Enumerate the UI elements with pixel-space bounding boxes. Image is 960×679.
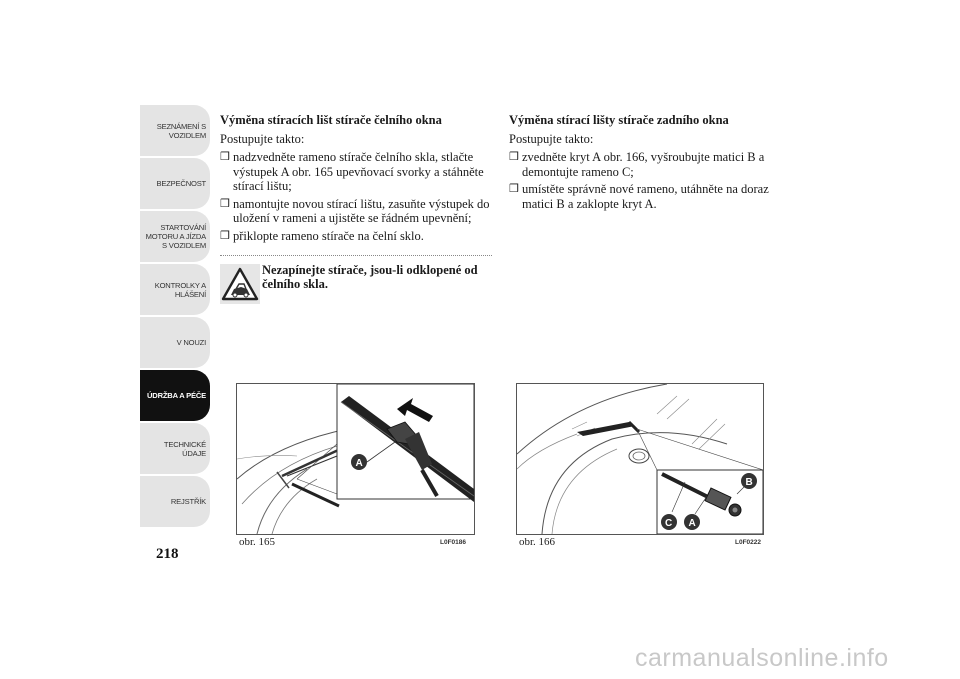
list-item (509, 150, 779, 179)
tab-v-nouzi[interactable] (140, 317, 210, 368)
figure-165-windshield-wiper (236, 383, 475, 535)
checkbox-bullet-icon: ❒ (509, 183, 519, 195)
label-A: A (688, 518, 696, 529)
tab-label: STARTOVÁNÍ MOTORU A JÍZDA S VOZIDLEM (145, 223, 206, 250)
list-item (220, 229, 495, 244)
tab-kontrolky[interactable] (140, 264, 210, 315)
figure-caption: obr. 165 (239, 536, 276, 548)
label-B: B (745, 477, 753, 488)
intro-text: Postupujte takto: (509, 131, 594, 146)
label-C: C (665, 518, 673, 529)
tab-technicke[interactable] (140, 423, 210, 474)
page-number: 218 (156, 546, 179, 562)
right-column (509, 113, 779, 214)
checkbox-bullet-icon: ❒ (220, 229, 230, 242)
tab-udrzba-active[interactable] (140, 370, 210, 421)
checkbox-bullet-icon: ❒ (509, 151, 519, 163)
warning-divider (220, 255, 492, 256)
warning-triangle-icon (220, 264, 260, 304)
section-heading: Výměna stíracích lišt stírače čelního okna (220, 113, 442, 127)
tab-seznameni[interactable] (140, 105, 210, 156)
list-item-text: zvedněte kryt A obr. 166, vyšroubujte matici B a demontujte rameno C; (522, 150, 765, 179)
checkbox-bullet-icon: ❒ (220, 151, 230, 163)
tab-rejstrik[interactable] (140, 476, 210, 527)
figure-166-rear-wiper (516, 383, 764, 535)
figure-code: L0F0186 (440, 539, 467, 546)
section-heading: Výměna stírací lišty stírače zadního okna (509, 113, 729, 127)
list-item (220, 197, 495, 226)
tab-label: V NOUZI (176, 338, 206, 347)
intro-text: Postupujte takto: (220, 131, 305, 146)
tab-label: BEZPEČNOST (156, 179, 206, 188)
list-item-text: nadzvedněte rameno stírače čelního skla, stlačte výstupek A obr. 165 upevňovací svorky a stáhněte stírací lištu; (233, 150, 484, 193)
warning-box (220, 262, 492, 310)
figure-code: L0F0222 (735, 539, 762, 546)
tab-bezpecnost[interactable] (140, 158, 210, 209)
list-item (220, 150, 495, 194)
tab-label: TECHNICKÉ ÚDAJE (163, 439, 206, 458)
list-item-text: namontujte novou stírací lištu, zasuňte výstupek do uložení v rameni a ujistěte se řádném upevnění; (233, 196, 490, 225)
tab-label: SEZNÁMENÍ S VOZIDLEM (156, 121, 206, 140)
list-item-text: přiklopte rameno stírače na čelní sklo. (233, 228, 424, 243)
tab-label: ÚDRŽBA A PÉČE (147, 391, 206, 400)
tab-label: KONTROLKY A HLÁŠENÍ (154, 280, 206, 299)
list-item (509, 182, 779, 211)
list-item-text: umístěte správně nové rameno, utáhněte na doraz matici B a zaklopte kryt A. (522, 182, 769, 211)
label-A: A (355, 458, 363, 469)
chapter-tabs (140, 105, 210, 529)
tab-startovani[interactable] (140, 211, 210, 262)
warning-text: Nezapínejte stírače, jsou-li odklopené od čelního skla. (262, 263, 478, 291)
checkbox-bullet-icon: ❒ (220, 197, 230, 210)
watermark: carmanualsonline.info (635, 644, 889, 672)
left-column (220, 113, 495, 246)
figure-caption: obr. 166 (519, 536, 556, 548)
tab-label: REJSTŘÍK (170, 497, 206, 506)
